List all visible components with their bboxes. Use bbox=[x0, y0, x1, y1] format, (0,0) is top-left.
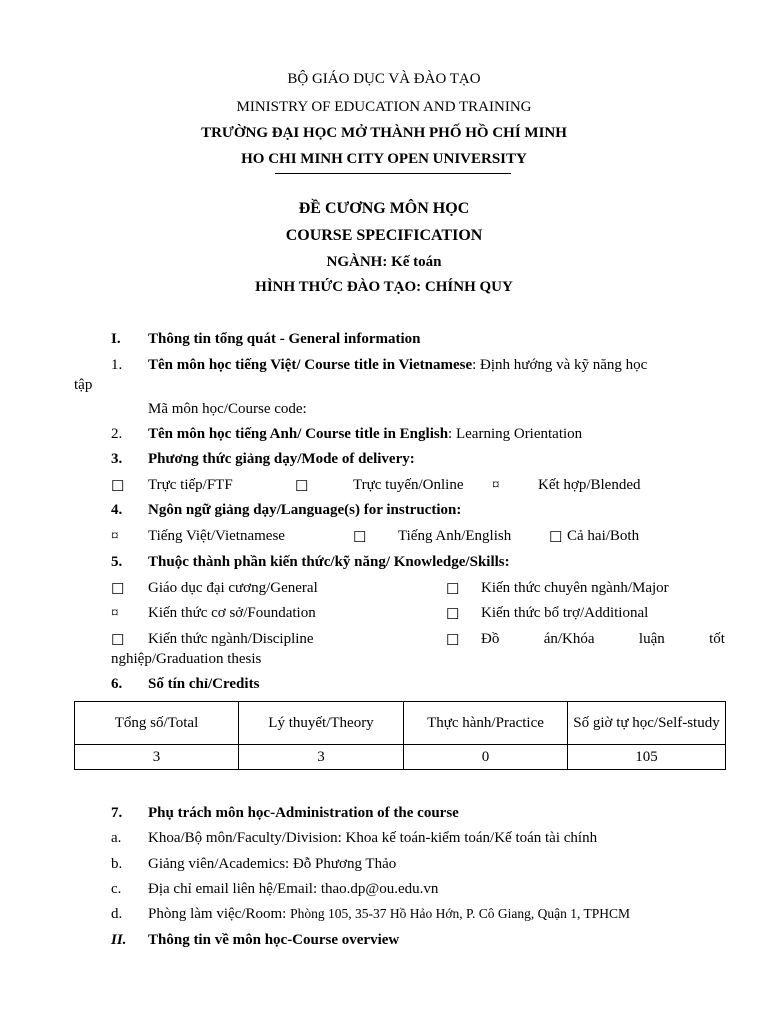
delivery-online-label: Trực tuyến/Online bbox=[353, 477, 464, 493]
section-1-number: I. bbox=[111, 331, 121, 347]
item-7-number: 7. bbox=[111, 805, 123, 821]
delivery-blended-label: Kết hợp/Blended bbox=[538, 477, 641, 493]
section-2-title: Thông tin về môn học-Course overview bbox=[148, 932, 400, 948]
language-both-checkbox[interactable]: ☐ bbox=[549, 530, 563, 546]
delivery-online-checkbox[interactable]: ☐ bbox=[295, 479, 309, 495]
language-both-label: Cả hai/Both bbox=[567, 528, 640, 544]
table-row bbox=[75, 745, 726, 770]
table-header-row bbox=[75, 702, 726, 745]
course-title-en-label: Tên môn học tiếng Anh/ Course title in English bbox=[148, 426, 449, 442]
knowledge-major-label: Kiến thức chuyên ngành/Major bbox=[481, 580, 669, 596]
thesis-word: án/Khóa bbox=[543, 631, 595, 647]
admin-row-letter: c. bbox=[111, 881, 122, 897]
knowledge-general-label: Giáo dục đại cương/General bbox=[148, 580, 318, 596]
delivery-ftf-label: Trực tiếp/FTF bbox=[148, 477, 233, 493]
course-code: Mã môn học/Course code: bbox=[148, 401, 307, 417]
item-2-number: 2. bbox=[111, 426, 123, 442]
language-en-label: Tiếng Anh/English bbox=[398, 528, 512, 544]
table-header-cell: Số giờ tự học/Self-study bbox=[568, 702, 726, 745]
university-vn: TRƯỜNG ĐẠI HỌC MỞ THÀNH PHỐ HỒ CHÍ MINH bbox=[201, 125, 567, 141]
training-mode: HÌNH THỨC ĐÀO TẠO: CHÍNH QUY bbox=[255, 279, 513, 295]
header-divider bbox=[275, 173, 511, 174]
knowledge-additional-checkbox[interactable]: ☐ bbox=[446, 607, 460, 623]
knowledge-foundation-label: Kiến thức cơ sở/Foundation bbox=[148, 605, 316, 621]
knowledge-discipline-label: Kiến thức ngành/Discipline bbox=[148, 631, 314, 647]
language-label: Ngôn ngữ giảng dạy/Language(s) for instruction: bbox=[148, 502, 462, 518]
knowledge-major-checkbox[interactable]: ☐ bbox=[446, 582, 460, 598]
table-header-cell: Tổng số/Total bbox=[75, 702, 239, 745]
room-label: Phòng làm việc/Room: bbox=[148, 906, 291, 922]
item-4-number: 4. bbox=[111, 502, 123, 518]
university-en: HO CHI MINH CITY OPEN UNIVERSITY bbox=[241, 151, 527, 167]
table-cell: 105 bbox=[568, 745, 726, 770]
faculty-text: Khoa/Bộ môn/Faculty/Division: Khoa kế toán-kiểm toán/Kế toán tài chính bbox=[148, 830, 598, 846]
ministry-vn: BỘ GIÁO DỤC VÀ ĐÀO TẠO bbox=[287, 71, 481, 87]
table-cell: 3 bbox=[239, 745, 404, 770]
knowledge-thesis-label-cont: nghiệp/Graduation thesis bbox=[111, 651, 262, 667]
delivery-blended-checkbox[interactable]: ¤ bbox=[492, 477, 500, 493]
major-value: Kế toán bbox=[391, 254, 442, 270]
major-label: NGÀNH: bbox=[326, 254, 388, 270]
admin-row-letter: d. bbox=[111, 906, 123, 922]
course-title-vn-cont: tập bbox=[74, 377, 93, 393]
table-cell: 3 bbox=[75, 745, 239, 770]
course-title-vn-value: : Định hướng và kỹ năng học bbox=[472, 357, 648, 373]
item-5-number: 5. bbox=[111, 554, 123, 570]
admin-row-letter: a. bbox=[111, 830, 122, 846]
item-1-line bbox=[148, 357, 725, 374]
thesis-word: Đồ bbox=[481, 631, 500, 647]
knowledge-label: Thuộc thành phần kiến thức/kỹ năng/ Knowledge/Skills: bbox=[148, 554, 510, 570]
item-6-number: 6. bbox=[111, 676, 123, 692]
knowledge-general-checkbox[interactable]: ☐ bbox=[111, 582, 125, 598]
language-vn-label: Tiếng Việt/Vietnamese bbox=[148, 528, 285, 544]
ministry-en: MINISTRY OF EDUCATION AND TRAINING bbox=[236, 99, 532, 115]
knowledge-additional-label: Kiến thức bổ trợ/Additional bbox=[481, 605, 649, 621]
thesis-word: luận bbox=[638, 631, 665, 647]
thesis-word: tốt bbox=[709, 631, 725, 647]
doc-title-en: COURSE SPECIFICATION bbox=[285, 227, 483, 244]
course-title-en-value: : Learning Orientation bbox=[448, 426, 583, 442]
email-text: Địa chỉ email liên hệ/Email: thao.dp@ou.edu.vn bbox=[148, 881, 439, 897]
administration-label: Phụ trách môn học-Administration of the course bbox=[148, 805, 459, 821]
doc-title-vn: ĐỀ CƯƠNG MÔN HỌC bbox=[298, 200, 470, 217]
item-3-number: 3. bbox=[111, 451, 123, 467]
delivery-ftf-checkbox[interactable]: ☐ bbox=[111, 479, 125, 495]
room-value: Phòng 105, 35-37 Hồ Hảo Hớn, P. Cô Giang, Quận 1, TPHCM bbox=[290, 906, 630, 921]
credits-label: Số tín chỉ/Credits bbox=[148, 676, 260, 692]
knowledge-foundation-checkbox[interactable]: ¤ bbox=[111, 605, 119, 621]
major-line bbox=[0, 254, 768, 271]
table-cell: 0 bbox=[404, 745, 568, 770]
table-header-cell: Lý thuyết/Theory bbox=[239, 702, 404, 745]
knowledge-thesis-checkbox[interactable]: ☐ bbox=[446, 633, 460, 649]
course-title-vn-label: Tên môn học tiếng Việt/ Course title in Vietnamese bbox=[148, 357, 473, 373]
delivery-mode-label: Phương thức giảng dạy/Mode of delivery: bbox=[148, 451, 415, 467]
credits-table bbox=[74, 701, 726, 770]
knowledge-discipline-checkbox[interactable]: ☐ bbox=[111, 633, 125, 649]
item-1-number: 1. bbox=[111, 357, 123, 373]
knowledge-thesis-label bbox=[481, 631, 725, 648]
language-en-checkbox[interactable]: ☐ bbox=[353, 530, 367, 546]
section-2-number: II. bbox=[111, 932, 127, 948]
admin-row-letter: b. bbox=[111, 856, 123, 872]
section-1-title: Thông tin tổng quát - General information bbox=[148, 331, 421, 347]
language-vn-checkbox[interactable]: ¤ bbox=[111, 528, 119, 544]
table-header-cell: Thực hành/Practice bbox=[404, 702, 568, 745]
academic-text: Giảng viên/Academics: Đỗ Phương Thảo bbox=[148, 856, 397, 872]
